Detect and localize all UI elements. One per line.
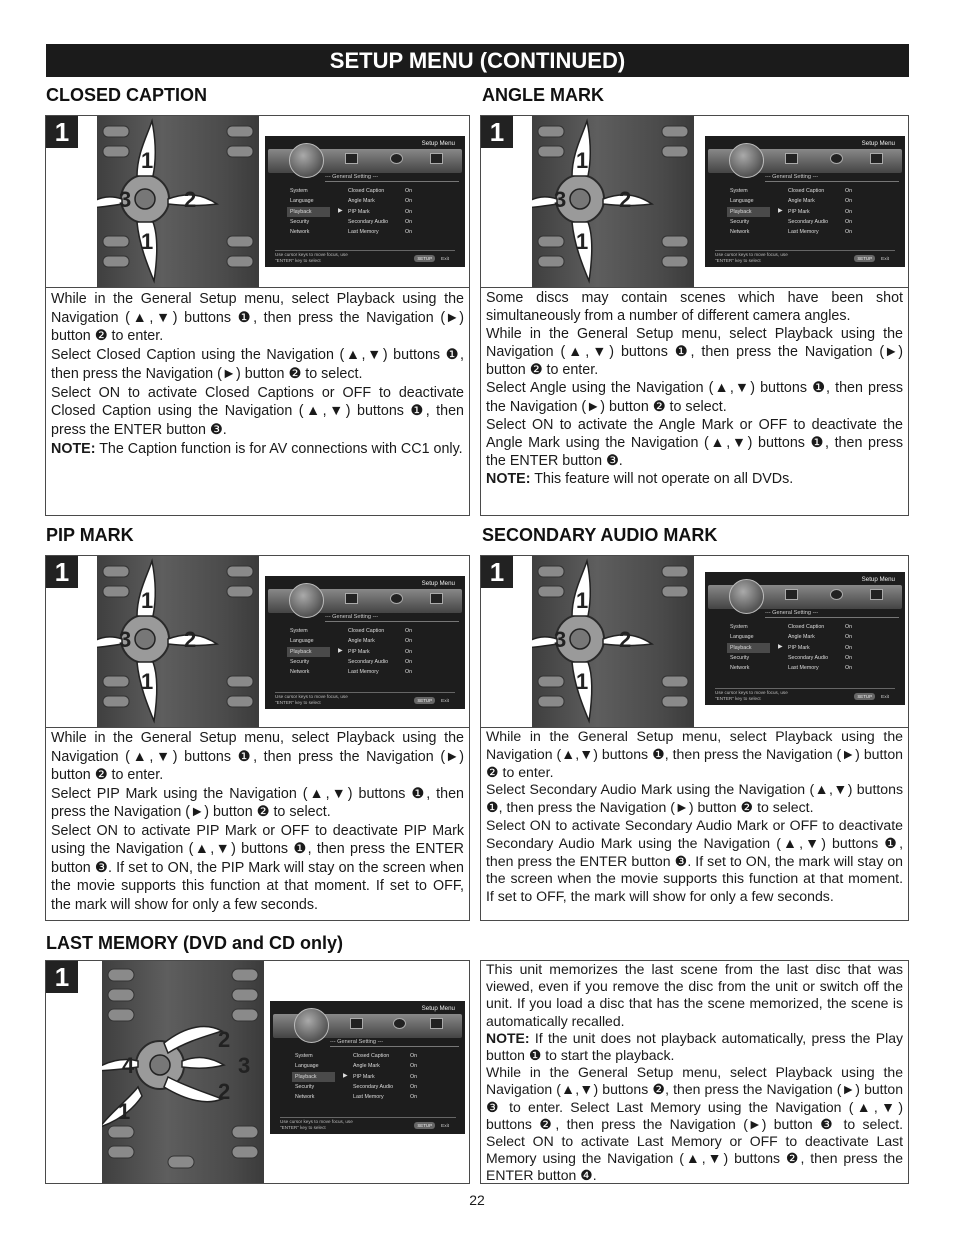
option-value: On [405, 638, 413, 645]
setup-menu-title: Setup Menu [421, 580, 455, 587]
general-setting-icon [289, 143, 324, 178]
remote-nav-diagram [532, 556, 694, 727]
menu-item-security[interactable]: Security [290, 218, 310, 225]
pip-mark-heading: PIP MARK [46, 525, 134, 545]
option-angle-mark[interactable]: Angle Mark [788, 634, 815, 641]
option-angle-mark[interactable]: Angle Mark [788, 198, 815, 205]
menu-item-playback[interactable]: Playback [727, 207, 770, 217]
option-value: On [845, 644, 853, 651]
right-arrow-icon: ▶ [338, 648, 343, 654]
hint-line-1: Use cursor keys to move focus, use [275, 252, 348, 258]
menu-categories [730, 186, 770, 237]
hint-line-1: Use cursor keys to move focus, use [715, 252, 788, 258]
arrow-label-down: 1 [141, 669, 154, 694]
closed-caption-panel [45, 115, 470, 516]
exit-label: Exit [441, 699, 449, 704]
divider [481, 287, 908, 288]
option-closed-caption[interactable]: Closed Caption [348, 188, 385, 194]
exit-label: Exit [881, 695, 889, 700]
menu-item-system[interactable]: System [730, 624, 748, 630]
secondary-audio-instructions [486, 728, 903, 906]
option-value: On [845, 229, 853, 236]
menu-categories [290, 186, 330, 237]
remote-nav-diagram [97, 556, 259, 727]
arrow-label-enter: 3 [119, 187, 132, 212]
right-arrow-icon: ▶ [338, 208, 343, 214]
instruction-paragraph: While in the General Setup menu, select Playback using the Navigation (▲,▼) buttons ❶, then press the Navigation (►) button ❷ to enter. [51, 730, 464, 783]
angle-mark-instructions [486, 289, 903, 488]
angle-mark-heading: ANGLE MARK [482, 85, 604, 105]
arrow-label-enter: 3 [119, 627, 132, 652]
menu-categories [295, 1051, 335, 1102]
option-secondary-audio[interactable]: Secondary Audio [788, 654, 829, 661]
remote-nav-diagram [97, 116, 259, 287]
secondary-audio-panel [480, 555, 909, 921]
arrow-label-down: 1 [576, 669, 589, 694]
menu-options [348, 626, 388, 677]
pip-mark-panel [45, 555, 470, 921]
display-icon [785, 589, 798, 600]
remote-control-image [102, 961, 264, 1183]
note-text: The Caption function is for AV connections with CC1 only. [95, 440, 463, 457]
menu-item-language[interactable]: Language [290, 638, 314, 645]
option-value: On [410, 1083, 418, 1090]
option-pip-mark[interactable]: PIP Mark [348, 208, 370, 215]
option-last-memory[interactable]: Last Memory [788, 665, 819, 672]
arrow-label-right: 2 [619, 627, 632, 652]
last-memory-heading: LAST MEMORY (DVD and CD only) [46, 933, 343, 953]
option-value: On [845, 208, 853, 215]
general-setting-label: --- General Setting --- [765, 610, 819, 616]
hint-line-1: Use cursor keys to move focus, use [280, 1119, 353, 1125]
audio-icon [390, 153, 403, 164]
instruction-paragraph: Select PIP Mark using the Navigation (▲,▼) buttons ❶, then press the Navigation (►) button ❷ to select. [51, 785, 464, 820]
instruction-paragraph: While in the General Setup menu, select Playback using the Navigation (▲,▼) buttons ❶, then press the Navigation (►) button ❷ to enter. [486, 326, 903, 379]
arrow-label-up: 1 [141, 148, 154, 173]
instruction-paragraph: While in the General Setup menu, select Playback using the Navigation (▲,▼) buttons ❶, then press the Navigation (►) button ❷ to enter. [51, 291, 464, 345]
setup-menu-title: Setup Menu [861, 576, 895, 583]
general-setting-label: --- General Setting --- [325, 614, 379, 620]
option-pip-mark[interactable]: PIP Mark [348, 648, 370, 655]
instruction-paragraph: Select Closed Caption using the Navigation (▲,▼) buttons ❶, then press the Navigation (►) button ❷ to select. [51, 347, 464, 382]
menu-item-playback[interactable]: Playback [727, 643, 770, 653]
menu-values [410, 1051, 417, 1102]
arrow-label-down: 1 [576, 229, 589, 254]
right-arrow-icon: ▶ [778, 644, 783, 650]
general-setting-icon [289, 583, 324, 618]
setup-menu-screen [705, 572, 905, 705]
note-text: If the unit does not playback automatically, press the Play button ❶ to start the playback. [486, 1029, 903, 1064]
menu-item-system[interactable]: System [730, 188, 748, 194]
option-value: On [405, 229, 413, 236]
option-value: On [405, 208, 413, 215]
menu-values [845, 622, 852, 673]
general-setting-icon [294, 1008, 329, 1043]
general-setting-label: --- General Setting --- [325, 174, 379, 180]
general-setting-icon [729, 579, 764, 614]
menu-item-network[interactable]: Network [290, 229, 310, 236]
instruction-paragraph: This unit memorizes the last scene from the last disc that was viewed, even if you remove the disc from the unit or switch off the unit. If you load a disc that has the scene memorized, the scene is automatically recalled. [486, 961, 903, 1029]
note [486, 1030, 903, 1064]
setup-button[interactable]: SETUP [854, 255, 875, 262]
arrow-label-up: 2 [218, 1027, 231, 1052]
note [51, 440, 464, 459]
page-number: 22 [469, 1192, 485, 1208]
display-icon [785, 153, 798, 164]
menu-item-network[interactable]: Network [730, 229, 750, 236]
option-value: On [845, 624, 853, 630]
option-closed-caption[interactable]: Closed Caption [788, 624, 825, 630]
general-setting-label: --- General Setting --- [765, 174, 819, 180]
option-closed-caption[interactable]: Closed Caption [788, 188, 825, 194]
instruction-paragraph: Select Angle using the Navigation (▲,▼) buttons ❶, then press the Navigation (►) button ❷ to select. [486, 380, 903, 415]
remote-control-image [532, 556, 694, 727]
arrow-label-right: 2 [184, 187, 197, 212]
arrow-label-right: 3 [238, 1053, 251, 1078]
menu-item-language[interactable]: Language [730, 634, 754, 641]
menu-values [845, 186, 852, 237]
option-pip-mark[interactable]: PIP Mark [788, 208, 810, 215]
menu-item-language[interactable]: Language [290, 198, 314, 205]
setup-button[interactable]: SETUP [414, 1122, 435, 1129]
setup-button[interactable]: SETUP [414, 255, 435, 262]
angle-mark-panel [480, 115, 909, 516]
option-angle-mark[interactable]: Angle Mark [353, 1063, 380, 1070]
remote-control-image [97, 556, 259, 727]
divider [325, 181, 459, 182]
instruction-paragraph: Select ON to activate PIP Mark or OFF to deactivate PIP Mark using the Navigation (▲,▼) buttons ❶, then press the ENTER button ❸. If set to ON, the PIP Mark will stay on the screen when the movie supports this function at that moment. If set to OFF, the mark will show for only a few seconds. [51, 822, 464, 913]
last-memory-illustration [46, 961, 469, 1183]
note-label: NOTE: [51, 440, 96, 457]
step-badge: 1 [46, 116, 78, 148]
option-pip-mark[interactable]: PIP Mark [788, 644, 810, 651]
menu-options [348, 186, 388, 237]
menu-item-language[interactable]: Language [295, 1063, 319, 1070]
pip-mark-illustration [46, 556, 469, 727]
step-badge: 1 [481, 556, 513, 588]
option-value: On [405, 218, 413, 225]
option-secondary-audio[interactable]: Secondary Audio [348, 658, 389, 665]
hint-line-2: "ENTER" key to select [715, 258, 761, 264]
arrow-label-play: 1 [118, 1099, 131, 1124]
option-angle-mark[interactable]: Angle Mark [348, 638, 375, 645]
hint-line-1: Use cursor keys to move focus, use [275, 694, 348, 700]
last-memory-text-panel [480, 960, 909, 1184]
menu-item-system[interactable]: System [295, 1053, 313, 1059]
general-setting-label: --- General Setting --- [330, 1039, 384, 1045]
menu-values [405, 626, 412, 677]
arrow-label-down: 1 [141, 229, 154, 254]
divider [325, 621, 459, 622]
remote-control-image [532, 116, 694, 287]
setup-button[interactable]: SETUP [414, 697, 435, 704]
setup-menu-screen [265, 136, 465, 267]
menu-item-system[interactable]: System [290, 628, 308, 634]
menu-item-network[interactable]: Network [290, 669, 310, 676]
hint-line-2: "ENTER" key to select [275, 258, 321, 264]
arrow-label-enter: 4 [122, 1053, 135, 1078]
divider [765, 181, 899, 182]
audio-icon [390, 593, 403, 604]
arrow-label-up: 1 [141, 588, 154, 613]
hint-line-2: "ENTER" key to select [280, 1125, 326, 1131]
right-arrow-icon: ▶ [343, 1073, 348, 1079]
divider [46, 287, 469, 288]
closed-caption-instructions [51, 290, 464, 458]
option-value: On [405, 658, 413, 665]
secondary-audio-heading: SECONDARY AUDIO MARK [482, 525, 718, 545]
menu-categories [290, 626, 330, 677]
audio-icon [393, 1018, 406, 1029]
last-memory-instructions [486, 961, 903, 1185]
remote-control-image [97, 116, 259, 287]
hint-line-2: "ENTER" key to select [715, 696, 761, 702]
menu-item-network[interactable]: Network [295, 1094, 315, 1101]
remote-nav-diagram [102, 961, 264, 1183]
step-badge: 1 [46, 961, 78, 993]
menu-options [353, 1051, 393, 1102]
setup-menu-title: Setup Menu [421, 1005, 455, 1012]
audio-icon [830, 589, 843, 600]
setup-menu-title: Setup Menu [421, 140, 455, 147]
setup-menu-screen [705, 136, 905, 267]
exit-label: Exit [881, 257, 889, 262]
instruction-paragraph: Select ON to activate the Angle Mark or OFF to deactivate the Angle Mark using the Navigation (▲,▼) buttons ❶, then press the ENTER button ❸. [486, 416, 903, 469]
menu-item-system[interactable]: System [290, 188, 308, 194]
arrow-label-up: 1 [576, 148, 589, 173]
setup-menu-screen [265, 576, 465, 709]
option-secondary-audio[interactable]: Secondary Audio [348, 218, 389, 225]
option-value: On [410, 1094, 418, 1101]
divider [765, 617, 899, 618]
option-angle-mark[interactable]: Angle Mark [348, 198, 375, 205]
note-label: NOTE: [486, 470, 531, 487]
remote-nav-diagram [532, 116, 694, 287]
closed-caption-heading: CLOSED CAPTION [46, 85, 208, 105]
option-value: On [845, 654, 853, 661]
right-arrow-icon: ▶ [778, 208, 783, 214]
menu-item-playback[interactable]: Playback [292, 1072, 335, 1082]
menu-item-security[interactable]: Security [290, 658, 310, 665]
arrow-label-down: 2 [218, 1079, 231, 1104]
option-last-memory[interactable]: Last Memory [348, 229, 379, 236]
info-icon [870, 153, 883, 164]
option-value: On [410, 1053, 418, 1059]
menu-item-playback[interactable]: Playback [287, 647, 330, 657]
option-value: On [405, 198, 413, 205]
option-value: On [845, 665, 853, 672]
option-value: On [410, 1063, 418, 1070]
menu-item-security[interactable]: Security [295, 1083, 315, 1090]
option-value: On [845, 188, 853, 194]
option-secondary-audio[interactable]: Secondary Audio [788, 218, 829, 225]
hint-line-2: "ENTER" key to select [275, 700, 321, 706]
option-closed-caption[interactable]: Closed Caption [348, 628, 385, 634]
instruction-paragraph: Select ON to activate Closed Captions or OFF to deactivate Closed Caption using the Navigation (▲,▼) buttons ❶, then press the ENTER button ❸. [51, 384, 464, 438]
menu-item-language[interactable]: Language [730, 198, 754, 205]
info-icon [430, 593, 443, 604]
option-last-memory[interactable]: Last Memory [353, 1094, 384, 1101]
closed-caption-illustration [46, 116, 469, 287]
instruction-paragraph: Select Secondary Audio Mark using the Navigation (▲,▼) buttons ❶, then press the Navigation (►) button ❷ to select. [486, 781, 903, 816]
menu-item-security[interactable]: Security [730, 654, 750, 661]
instruction-paragraph: While in the General Setup menu, select Playback using the Navigation (▲,▼) buttons ❶, then press the Navigation (►) button ❷ to enter. [486, 728, 903, 780]
arrow-label-right: 2 [619, 187, 632, 212]
secondary-audio-illustration [481, 556, 908, 727]
option-last-memory[interactable]: Last Memory [348, 669, 379, 676]
angle-mark-illustration [481, 116, 908, 287]
option-value: On [405, 628, 413, 634]
instruction-paragraph: While in the General Setup menu, select Playback using the Navigation (▲,▼) buttons ❷, then press the Navigation (►) button ❸ to enter. Select Last Memory using the Navigation (▲,▼) buttons ❷, then press the Navigation (►) button ❸ to select. Select ON to activate Last Memory or OFF to deactivate Last Memory using the Navigation (▲,▼) buttons ❷, then press the ENTER button ❹. [486, 1064, 903, 1184]
info-icon [870, 589, 883, 600]
exit-label: Exit [441, 257, 449, 262]
step-badge: 1 [481, 116, 513, 148]
setup-menu-screen [270, 1001, 465, 1134]
divider [46, 727, 469, 728]
option-value: On [845, 198, 853, 205]
instruction-paragraph: Some discs may contain scenes which have been shot simultaneously from a number of different camera angles. [486, 290, 903, 325]
arrow-label-up: 1 [576, 588, 589, 613]
menu-item-network[interactable]: Network [730, 665, 750, 672]
note [486, 470, 903, 488]
option-value: On [405, 648, 413, 655]
option-value: On [410, 1073, 418, 1080]
hint-line-1: Use cursor keys to move focus, use [715, 690, 788, 696]
display-icon [350, 1018, 363, 1029]
option-secondary-audio[interactable]: Secondary Audio [353, 1083, 394, 1090]
arrow-label-enter: 3 [554, 627, 567, 652]
note-text: This feature will not operate on all DVDs. [530, 470, 794, 487]
arrow-label-enter: 3 [554, 187, 567, 212]
info-icon [430, 1018, 443, 1029]
display-icon [345, 593, 358, 604]
menu-item-playback[interactable]: Playback [287, 207, 330, 217]
menu-item-security[interactable]: Security [730, 218, 750, 225]
page-title: SETUP MENU (CONTINUED) [46, 44, 909, 77]
option-pip-mark[interactable]: PIP Mark [353, 1073, 375, 1080]
last-memory-illustration-panel [45, 960, 470, 1184]
option-value: On [405, 669, 413, 676]
option-closed-caption[interactable]: Closed Caption [353, 1053, 390, 1059]
instruction-paragraph: Select ON to activate Secondary Audio Mark or OFF to deactivate Secondary Audio Mark using the Navigation (▲,▼) buttons ❶, then press the ENTER button ❸. If set to ON, the mark will stay on the screen when the movie supports this function at that moment. If set to OFF, the mark will show for only a few seconds. [486, 816, 903, 905]
menu-options [788, 186, 828, 237]
step-badge: 1 [46, 556, 78, 588]
arrow-label-right: 2 [184, 627, 197, 652]
menu-categories [730, 622, 770, 673]
note-label: NOTE: [486, 1029, 530, 1046]
exit-label: Exit [441, 1124, 449, 1129]
option-value: On [845, 634, 853, 641]
setup-button[interactable]: SETUP [854, 693, 875, 700]
option-last-memory[interactable]: Last Memory [788, 229, 819, 236]
pip-mark-instructions [51, 729, 464, 914]
audio-icon [830, 153, 843, 164]
general-setting-icon [729, 143, 764, 178]
menu-options [788, 622, 828, 673]
setup-menu-title: Setup Menu [861, 140, 895, 147]
divider [330, 1046, 459, 1047]
option-value: On [845, 218, 853, 225]
menu-values [405, 186, 412, 237]
info-icon [430, 153, 443, 164]
option-value: On [405, 188, 413, 194]
display-icon [345, 153, 358, 164]
